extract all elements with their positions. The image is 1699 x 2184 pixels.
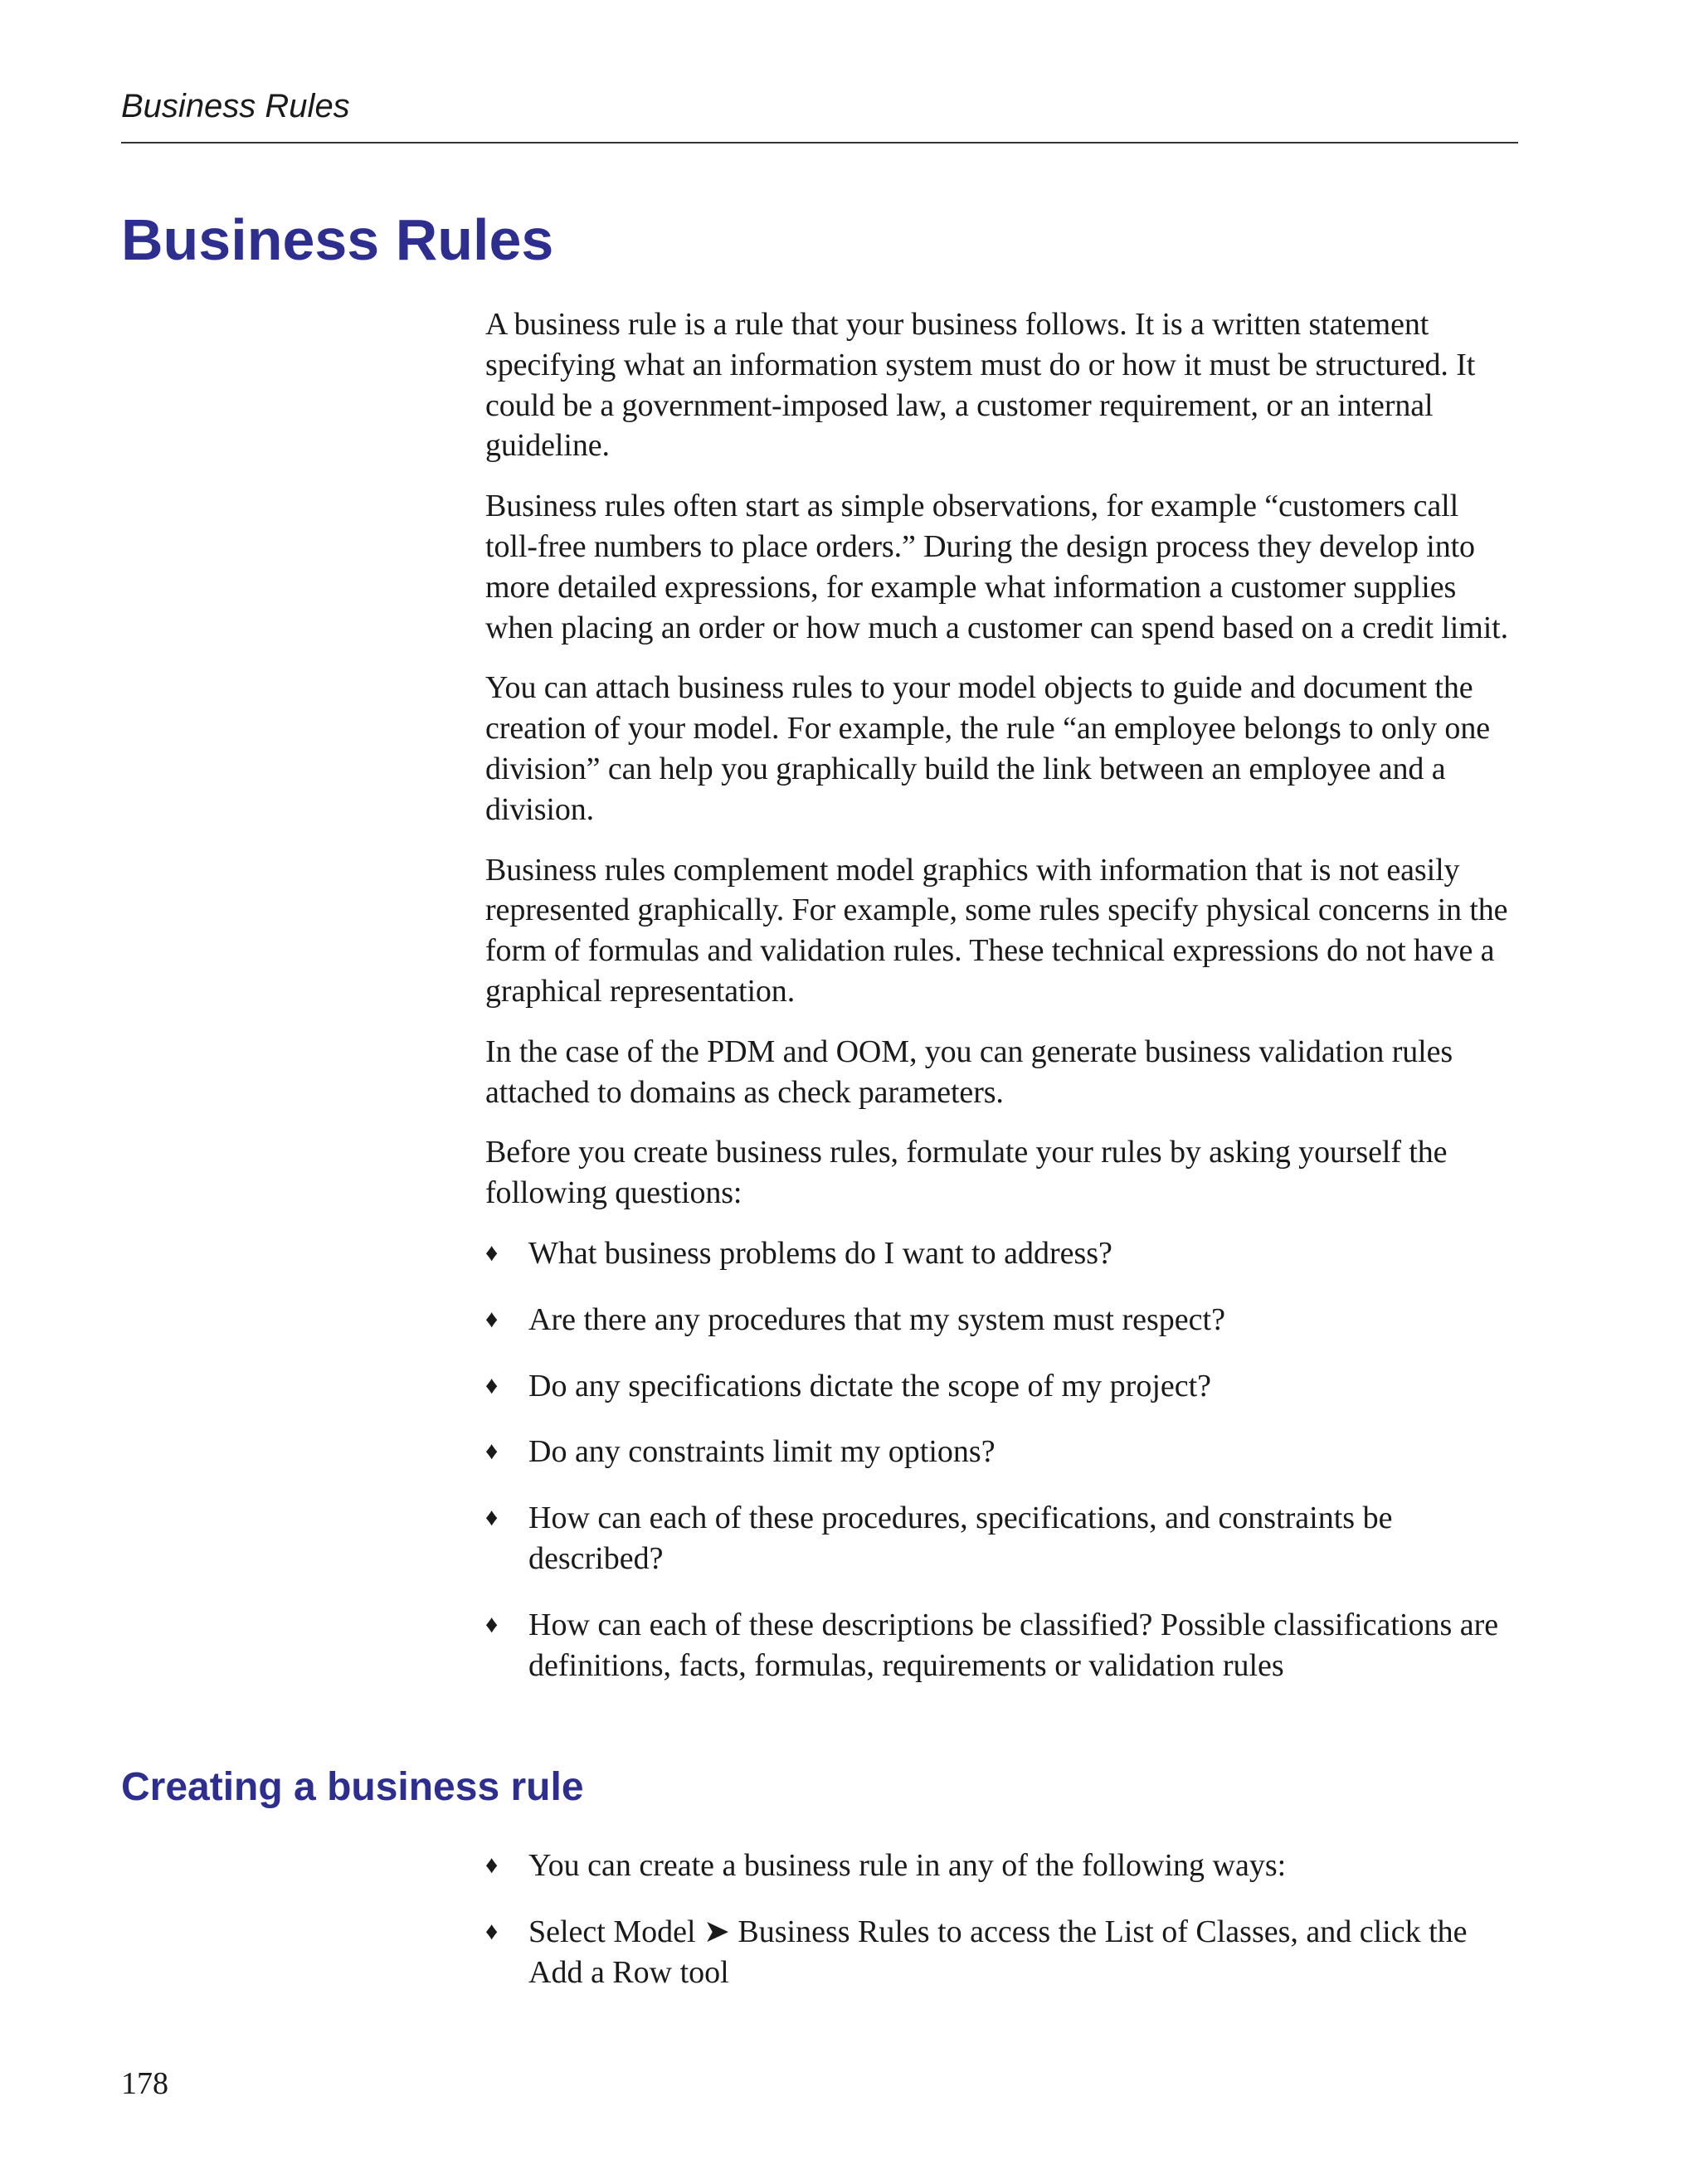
list-item [485,1605,1518,1686]
header-divider [121,142,1518,143]
intro-paragraph: You can attach business rules to your model objects to guide and document the creation of your model. For example, the rule “an employee belongs to only one division” can help you graphically build the link between an employee and a division. [485,670,1491,827]
list-item-text: Select Model ➤ Business Rules to access the List of Classes, and click the Add a Row tool [528,1914,1468,1990]
diamond-bullet-icon: ♦ [485,1238,499,1267]
questions-list [485,1233,1518,1685]
list-item [485,1366,1518,1407]
intro-paragraph: Business rules often start as simple observations, for example “customers call toll-free numbers to place orders.” During the design process they develop into more detailed expressions, for example what information a customer supplies when placing an order or how much a customer can spend based on a credit limit. [485,489,1509,645]
intro-paragraph: Before you create business rules, formulate your rules by asking yourself the following questions: [485,1135,1448,1211]
diamond-bullet-icon: ♦ [485,1305,499,1333]
diamond-bullet-icon: ♦ [485,1851,499,1879]
intro-paragraph: Business rules complement model graphics with information that is not easily represented graphically. For example, some rules specify physical concerns in the form of formulas and validation rules. These technical expressions do not have a graphical representation. [485,852,1508,1009]
list-item-text: How can each of these procedures, specifications, and constraints be described? [528,1501,1393,1576]
list-item [485,1300,1518,1340]
section-title: Creating a business rule [121,1765,584,1809]
list-item [485,1846,1518,1886]
diamond-bullet-icon: ♦ [485,1504,499,1532]
diamond-bullet-icon: ♦ [485,1437,499,1466]
diamond-bullet-icon: ♦ [485,1610,499,1638]
list-item-text: Are there any procedures that my system must respect? [528,1301,1225,1337]
diamond-bullet-icon: ♦ [485,1917,499,1945]
list-item [485,1233,1518,1274]
creation-methods-list [485,1846,1518,1992]
running-header: Business Rules [121,88,350,124]
intro-section [485,304,1518,1711]
intro-paragraph: A business rule is a rule that your business follows. It is a written statement specifying what an information system must do or how it must be structured. It could be a government-imposed law, a customer requirement, or an internal guideline. [485,307,1476,464]
creating-section [485,1846,1518,2018]
list-item-text: You can create a business rule in any of the following ways: [528,1848,1287,1883]
list-item-text: Do any specifications dictate the scope of my project? [528,1368,1212,1403]
page-title: Business Rules [121,207,554,272]
intro-paragraph: In the case of the PDM and OOM, you can generate business validation rules attached to domains as check parameters. [485,1034,1453,1110]
diamond-bullet-icon: ♦ [485,1371,499,1399]
page-number: 178 [121,2066,168,2101]
list-item-text: What business problems do I want to address? [528,1235,1112,1271]
list-item [485,1432,1518,1472]
list-item-text: Do any constraints limit my options? [528,1434,996,1470]
list-item-text: How can each of these descriptions be classified? Possible classifications are definitions, facts, formulas, requirements or validation rules [528,1607,1499,1683]
list-item [485,1498,1518,1579]
list-item [485,1912,1518,1993]
